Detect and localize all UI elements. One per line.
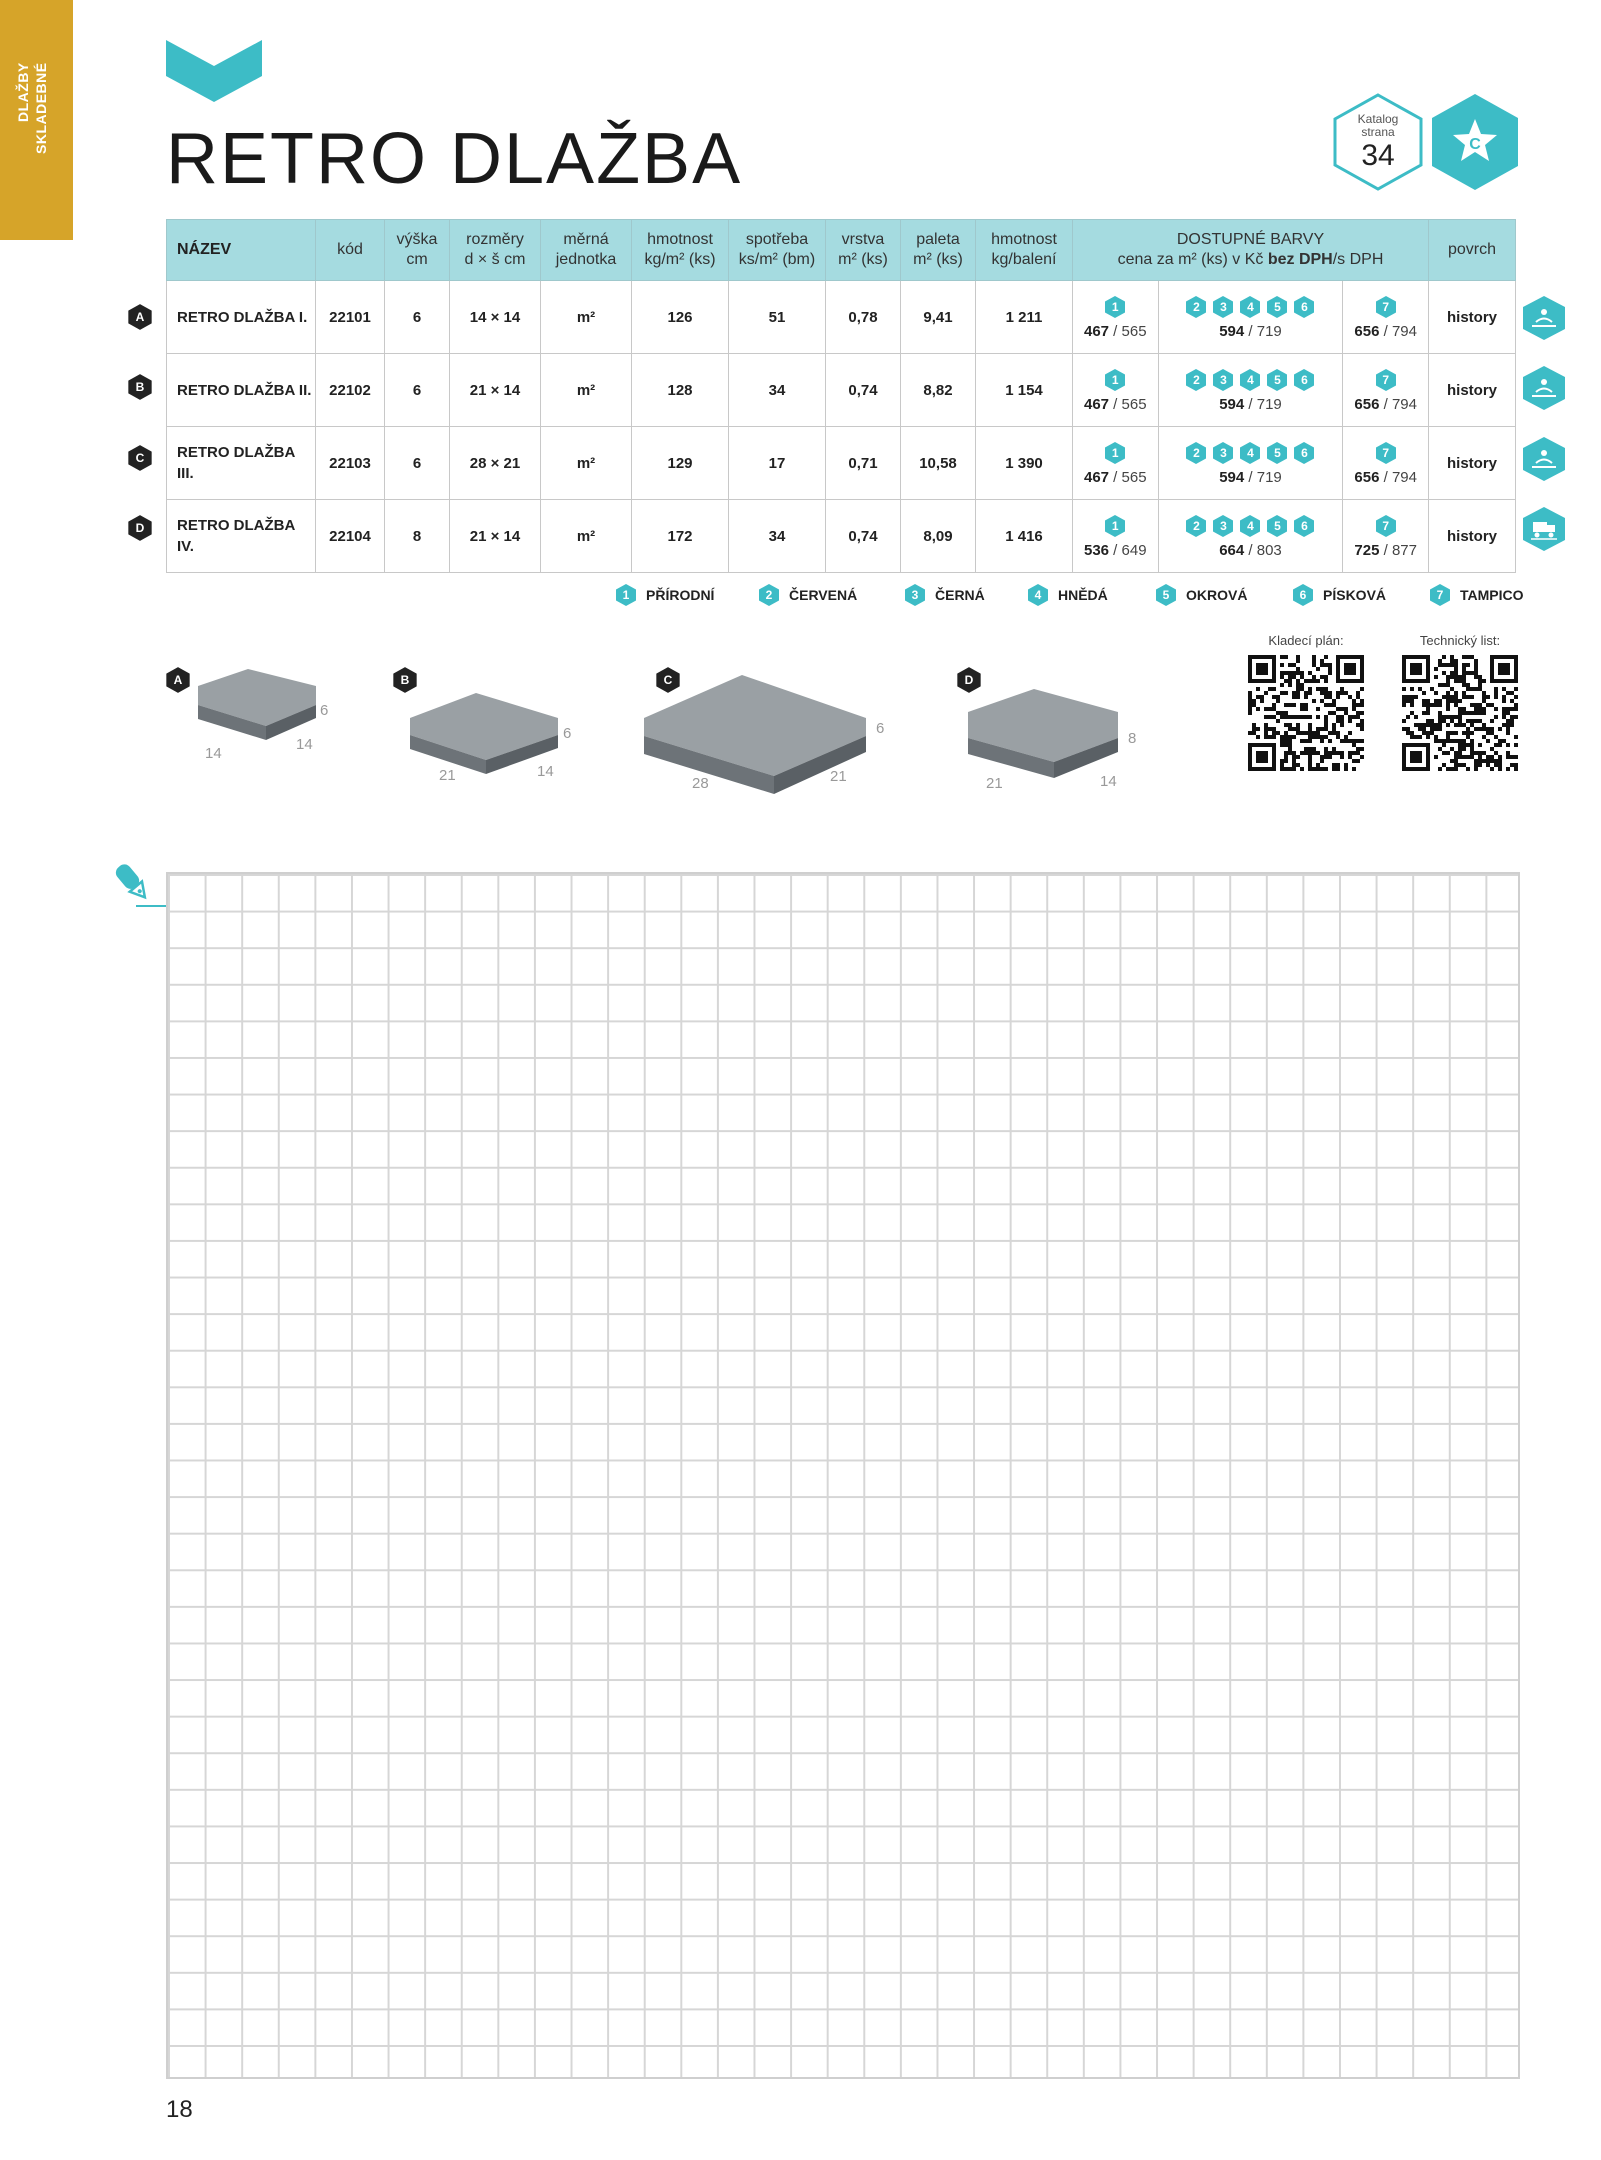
color-2-hex-icon: 2: [1184, 514, 1208, 538]
product-layer: 0,74: [826, 354, 901, 427]
color-6-hex-icon: 6: [1292, 441, 1316, 465]
product-consumption: 34: [729, 500, 826, 573]
legend-hex-icon: 7: [1428, 583, 1452, 607]
legend-hex-icon: 2: [757, 583, 781, 607]
header-pallet: paleta m² (ks): [901, 220, 976, 281]
dimension-label: 21: [439, 767, 456, 784]
header-code: kód: [316, 220, 385, 281]
dimension-label: 14: [1100, 773, 1117, 790]
dimension-label: 6: [320, 702, 329, 719]
product-layer: 0,78: [826, 281, 901, 354]
color-1-hex-icon: 1: [1103, 368, 1127, 392]
dimension-label: 6: [876, 720, 885, 737]
color-7-hex-icon: 7: [1374, 295, 1398, 319]
color-3-hex-icon: 3: [1211, 441, 1235, 465]
color-1-hex-icon: 1: [1103, 514, 1127, 538]
product-dims: 21 × 14: [450, 500, 541, 573]
color-4-hex-icon: 4: [1238, 514, 1262, 538]
product-weight: 128: [632, 354, 729, 427]
product-pack-weight: 1 390: [976, 427, 1073, 500]
notes-grid[interactable]: [166, 872, 1520, 2079]
catalog-page-link[interactable]: 34: [1361, 139, 1395, 172]
product-unit: m²: [541, 281, 632, 354]
price: 725 / 877: [1354, 541, 1417, 559]
qr-code-plan[interactable]: [1248, 655, 1364, 771]
price: 467 / 565: [1083, 468, 1147, 486]
dimension-label: 28: [692, 775, 709, 792]
product-dims: 21 × 14: [450, 354, 541, 427]
row-letter-badge: D: [126, 514, 154, 542]
legend-hex-icon: 4: [1026, 583, 1050, 607]
legend-hex-icon: 3: [903, 583, 927, 607]
pen-notes-icon: [112, 858, 166, 910]
svg-text:C: C: [1469, 136, 1481, 153]
qr-code-technical[interactable]: [1402, 655, 1518, 771]
color-7-hex-icon: 7: [1374, 514, 1398, 538]
legend-item: 5 OKROVÁ: [1154, 583, 1247, 607]
price: 536 / 649: [1083, 541, 1147, 559]
product-unit: m²: [541, 427, 632, 500]
product-weight: 129: [632, 427, 729, 500]
dimension-label: 14: [205, 745, 222, 762]
product-pallet: 10,58: [901, 427, 976, 500]
color-5-hex-icon: 5: [1265, 368, 1289, 392]
product-unit: m²: [541, 500, 632, 573]
product-pallet: 8,09: [901, 500, 976, 573]
legend-hex-icon: 6: [1291, 583, 1315, 607]
header-unit: měrná jednotka: [541, 220, 632, 281]
product-pallet: 9,41: [901, 281, 976, 354]
product-height: 6: [385, 354, 450, 427]
product-letter-badge: B: [391, 666, 419, 694]
product-layer: 0,74: [826, 500, 901, 573]
product-letter-badge: D: [955, 666, 983, 694]
color-2-hex-icon: 2: [1184, 441, 1208, 465]
product-surface: history: [1429, 281, 1516, 354]
product-consumption: 17: [729, 427, 826, 500]
product-height: 6: [385, 427, 450, 500]
product-unit: m²: [541, 354, 632, 427]
product-letter-badge: C: [654, 666, 682, 694]
color-5-hex-icon: 5: [1265, 514, 1289, 538]
header-dims: rozměry d × š cm: [450, 220, 541, 281]
header-colors: DOSTUPNÉ BARVY cena za m² (ks) v Kč bez DPH/s DPH: [1073, 220, 1429, 281]
product-name: RETRO DLAŽBA II.: [167, 354, 316, 427]
legend-item: 3 ČERNÁ: [903, 583, 985, 607]
dimension-label: 14: [296, 736, 313, 753]
product-weight: 126: [632, 281, 729, 354]
page-number: 18: [166, 2096, 193, 2123]
product-pack-weight: 1 154: [976, 354, 1073, 427]
product-surface: history: [1429, 354, 1516, 427]
product-pack-weight: 1 211: [976, 281, 1073, 354]
header-surface: povrch: [1429, 220, 1516, 281]
page-title: RETRO DLAŽBA: [166, 119, 743, 199]
product-code: 22102: [316, 354, 385, 427]
catalog-label: Katalog strana: [1357, 112, 1399, 139]
dimension-label: 21: [986, 775, 1003, 792]
color-3-hex-icon: 3: [1211, 295, 1235, 319]
qr-tech-label: Technický list:: [1419, 633, 1501, 648]
dimension-label: 21: [830, 768, 847, 785]
header-name: NÁZEV: [167, 220, 316, 281]
product-letter-badge: A: [164, 666, 192, 694]
product-weight: 172: [632, 500, 729, 573]
color-5-hex-icon: 5: [1265, 295, 1289, 319]
product-layer: 0,71: [826, 427, 901, 500]
price: 594 / 719: [1219, 395, 1282, 413]
legend-item: 2 ČERVENÁ: [757, 583, 857, 607]
price: 594 / 719: [1219, 468, 1282, 486]
color-4-hex-icon: 4: [1238, 368, 1262, 392]
color-4-hex-icon: 4: [1238, 441, 1262, 465]
product-dims: 28 × 21: [450, 427, 541, 500]
product-surface: history: [1429, 500, 1516, 573]
row-letter-badge: B: [126, 373, 154, 401]
product-consumption: 34: [729, 354, 826, 427]
product-pack-weight: 1 416: [976, 500, 1073, 573]
price: 664 / 803: [1219, 541, 1282, 559]
header-weight-pack: hmotnost kg/balení: [976, 220, 1073, 281]
row-letter-badge: C: [126, 444, 154, 472]
color-1-hex-icon: 1: [1103, 295, 1127, 319]
price: 656 / 794: [1354, 468, 1417, 486]
header-consumption: spotřeba ks/m² (bm): [729, 220, 826, 281]
price: 467 / 565: [1083, 395, 1147, 413]
dimension-label: 14: [537, 763, 554, 780]
product-height: 6: [385, 281, 450, 354]
color-7-hex-icon: 7: [1374, 441, 1398, 465]
price: 656 / 794: [1354, 322, 1417, 340]
product-consumption: 51: [729, 281, 826, 354]
dimension-label: 6: [563, 725, 572, 742]
color-6-hex-icon: 6: [1292, 514, 1316, 538]
color-6-hex-icon: 6: [1292, 295, 1316, 319]
row-letter-badge: A: [126, 303, 154, 331]
color-6-hex-icon: 6: [1292, 368, 1316, 392]
header-height: výška cm: [385, 220, 450, 281]
color-3-hex-icon: 3: [1211, 368, 1235, 392]
price: 467 / 565: [1083, 322, 1147, 340]
header-weight: hmotnost kg/m² (ks): [632, 220, 729, 281]
color-2-hex-icon: 2: [1184, 295, 1208, 319]
legend-item: 4 HNĚDÁ: [1026, 583, 1108, 607]
legend-hex-icon: 1: [614, 583, 638, 607]
product-dims: 14 × 14: [450, 281, 541, 354]
product-name: RETRO DLAŽBA I.: [167, 281, 316, 354]
legend-item: 6 PÍSKOVÁ: [1291, 583, 1386, 607]
price: 656 / 794: [1354, 395, 1417, 413]
product-surface: history: [1429, 427, 1516, 500]
product-code: 22101: [316, 281, 385, 354]
color-3-hex-icon: 3: [1211, 514, 1235, 538]
color-1-hex-icon: 1: [1103, 441, 1127, 465]
product-height: 8: [385, 500, 450, 573]
product-pallet: 8,82: [901, 354, 976, 427]
color-5-hex-icon: 5: [1265, 441, 1289, 465]
qr-plan-label: Kladecí plán:: [1268, 633, 1344, 648]
color-4-hex-icon: 4: [1238, 295, 1262, 319]
legend-hex-icon: 5: [1154, 583, 1178, 607]
price: 594 / 719: [1219, 322, 1282, 340]
color-7-hex-icon: 7: [1374, 368, 1398, 392]
color-2-hex-icon: 2: [1184, 368, 1208, 392]
legend-item: 7 TAMPICO: [1428, 583, 1524, 607]
product-code: 22104: [316, 500, 385, 573]
legend-item: 1 PŘÍRODNÍ: [614, 583, 714, 607]
side-tab-label: DLAŽBY SKLADEBNÉ: [15, 62, 49, 154]
product-name: RETRO DLAŽBA III.: [167, 427, 316, 500]
product-code: 22103: [316, 427, 385, 500]
product-name: RETRO DLAŽBA IV.: [167, 500, 316, 573]
header-layer: vrstva m² (ks): [826, 220, 901, 281]
dimension-label: 8: [1128, 730, 1137, 747]
